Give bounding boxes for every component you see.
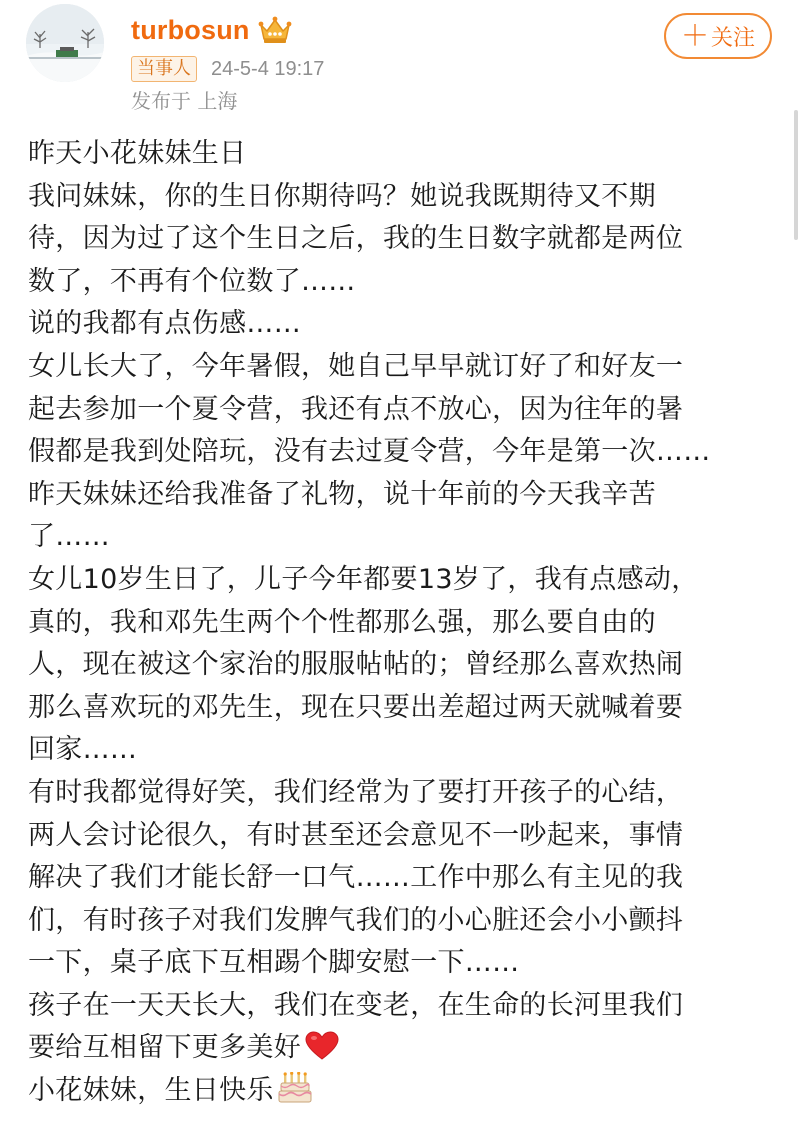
post-line: 假都是我到处陪玩，没有去过夏令营，今年是第一次……	[28, 436, 711, 468]
post-line: 人，现在被这个家治的服服帖帖的；曾经那么喜欢热闹	[28, 649, 684, 681]
crown-icon	[258, 15, 292, 45]
plus-icon: ＋	[680, 19, 709, 52]
snowy-landscape-avatar-icon	[26, 4, 104, 82]
post-timestamp: 24-5-4 19:17	[211, 57, 325, 80]
post-line: 一下，桌子底下互相踢个脚安慰一下……	[28, 947, 520, 979]
username[interactable]: turbosun	[131, 14, 250, 45]
post-line: 昨天小花妹妹生日	[28, 138, 247, 169]
post-line: 有时我都觉得好笑，我们经常为了要打开孩子的心结，	[28, 776, 684, 808]
scrollbar[interactable]	[794, 110, 798, 240]
post-line: 两人会讨论很久，有时甚至还会意见不一吵起来，事情	[28, 819, 684, 851]
follow-button-label: 关注	[711, 25, 756, 51]
post-line: 起去参加一个夏令营，我还有点不放心，因为往年的暑	[28, 393, 684, 425]
post-line: 女儿长大了，今年暑假，她自己早早就订好了和好友一	[28, 350, 684, 382]
post-line: 昨天妹妹还给我准备了礼物，说十年前的今天我辛苦	[28, 478, 656, 510]
post-line: 了……	[28, 521, 110, 553]
post-line: 待，因为过了这个生日之后，我的生日数字就都是两位	[28, 223, 684, 255]
post-meta	[131, 55, 324, 83]
role-badge: 当事人	[131, 56, 197, 82]
post-line: 们，有时孩子对我们发脾气我们的小心脏还会小小颤抖	[28, 904, 684, 936]
post-line-text: 小花妹妹，生日快乐	[28, 1075, 274, 1107]
post-body	[28, 133, 776, 1113]
post-line: 我问妹妹，你的生日你期待吗？她说我既期待又不期	[28, 180, 656, 212]
post-line: 孩子在一天天长大，我们在变老，在生命的长河里我们	[28, 989, 684, 1021]
avatar[interactable]	[26, 4, 104, 82]
post-line-with-heart	[28, 1027, 776, 1070]
post-line: 真的，我和邓先生两个个性都那么强，那么要自由的	[28, 606, 656, 638]
birthday-cake-icon	[278, 1072, 312, 1118]
post-line-text: 要给互相留下更多美好	[28, 1032, 301, 1064]
post-line: 回家……	[28, 734, 138, 766]
post-line: 解决了我们才能长舒一口气……工作中那么有主见的我	[28, 862, 684, 894]
post-line: 数了，不再有个位数了……	[28, 265, 356, 297]
post-line-with-cake	[28, 1070, 776, 1113]
post-line: 那么喜欢玩的邓先生，现在只要出差超过两天就喊着要	[28, 691, 684, 723]
post-line: 女儿10岁生日了，儿子今年都要13岁了，我有点感动，	[28, 563, 699, 595]
follow-button[interactable]	[664, 13, 772, 59]
red-heart-icon	[305, 1031, 339, 1075]
username-row	[131, 10, 292, 50]
post-location: 发布于 上海	[131, 89, 238, 113]
post-header	[0, 0, 800, 120]
post-line: 说的我都有点伤感……	[28, 308, 301, 340]
